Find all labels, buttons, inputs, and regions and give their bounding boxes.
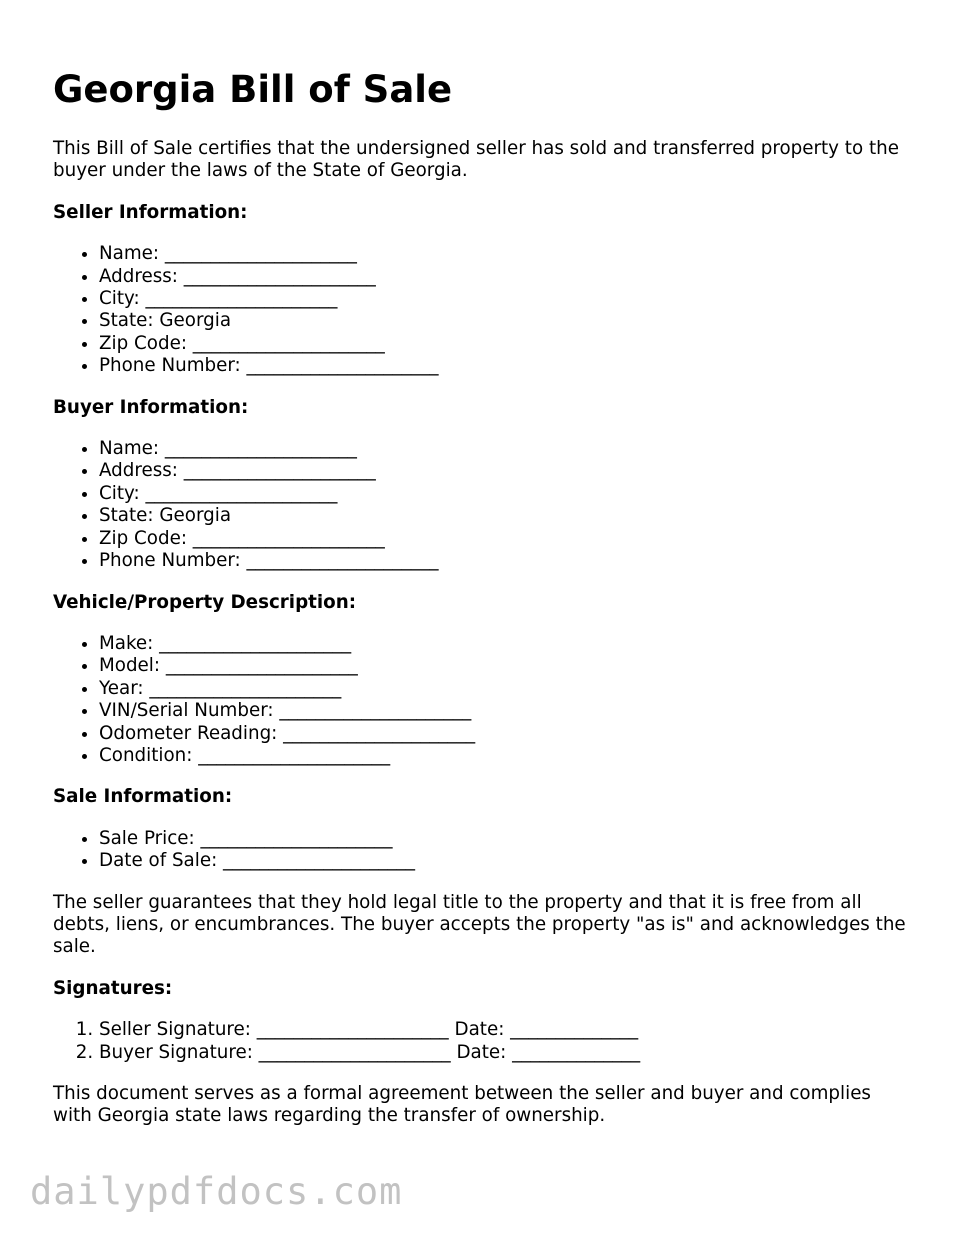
- buyer-signature-line: 2. Buyer Signature: _____________________ Date: ______________: [99, 1042, 913, 1064]
- seller-zip-field: • Zip Code: _____________________: [99, 333, 913, 355]
- sale-price-field: • Sale Price: _____________________: [99, 828, 913, 850]
- signatures-section-heading: Signatures:: [53, 977, 173, 999]
- seller-state-field: • State: Georgia: [99, 310, 913, 332]
- seller-section-heading: Seller Information:: [53, 201, 248, 223]
- watermark: dailypdfdocs.com: [30, 1170, 403, 1213]
- closing-paragraph: This document serves as a formal agreement between the seller and buyer and complies with Georgia state laws regarding the transfer of ownership.: [53, 1083, 871, 1127]
- document-body: [53, 138, 913, 1147]
- seller-fields-list: [53, 243, 913, 377]
- buyer-zip-field: • Zip Code: _____________________: [99, 528, 913, 550]
- seller-address-field: • Address: _____________________: [99, 266, 913, 288]
- vehicle-year-field: • Year: _____________________: [99, 678, 913, 700]
- vehicle-section-heading: Vehicle/Property Description:: [53, 591, 357, 613]
- vehicle-vin-field: • VIN/Serial Number: _____________________: [99, 700, 913, 722]
- buyer-section-heading: Buyer Information:: [53, 396, 249, 418]
- buyer-city-field: • City: _____________________: [99, 483, 913, 505]
- signatures-list: [53, 1019, 913, 1064]
- document-title: Georgia Bill of Sale: [53, 68, 453, 111]
- vehicle-condition-field: • Condition: _____________________: [99, 745, 913, 767]
- sale-fields-list: [53, 828, 913, 873]
- vehicle-make-field: • Make: _____________________: [99, 633, 913, 655]
- vehicle-odometer-field: • Odometer Reading: _____________________: [99, 723, 913, 745]
- guarantee-paragraph: The seller guarantees that they hold legal title to the property and that it is free from all debts, liens, or encumbrances. The buyer accepts the property "as is" and acknowledges the sale.: [53, 891, 906, 958]
- vehicle-fields-list: [53, 633, 913, 767]
- buyer-state-field: • State: Georgia: [99, 505, 913, 527]
- seller-signature-line: 1. Seller Signature: _____________________ Date: ______________: [99, 1019, 913, 1041]
- vehicle-model-field: • Model: _____________________: [99, 655, 913, 677]
- intro-paragraph: This Bill of Sale certifies that the undersigned seller has sold and transferred property to the buyer under the laws of the State of Georgia.: [53, 138, 899, 182]
- buyer-fields-list: [53, 438, 913, 572]
- seller-city-field: • City: _____________________: [99, 288, 913, 310]
- seller-phone-field: • Phone Number: _____________________: [99, 355, 913, 377]
- sale-date-field: • Date of Sale: _____________________: [99, 850, 913, 872]
- sale-section-heading: Sale Information:: [53, 786, 233, 808]
- buyer-name-field: • Name: _____________________: [99, 438, 913, 460]
- buyer-address-field: • Address: _____________________: [99, 460, 913, 482]
- buyer-phone-field: • Phone Number: _____________________: [99, 550, 913, 572]
- seller-name-field: • Name: _____________________: [99, 243, 913, 265]
